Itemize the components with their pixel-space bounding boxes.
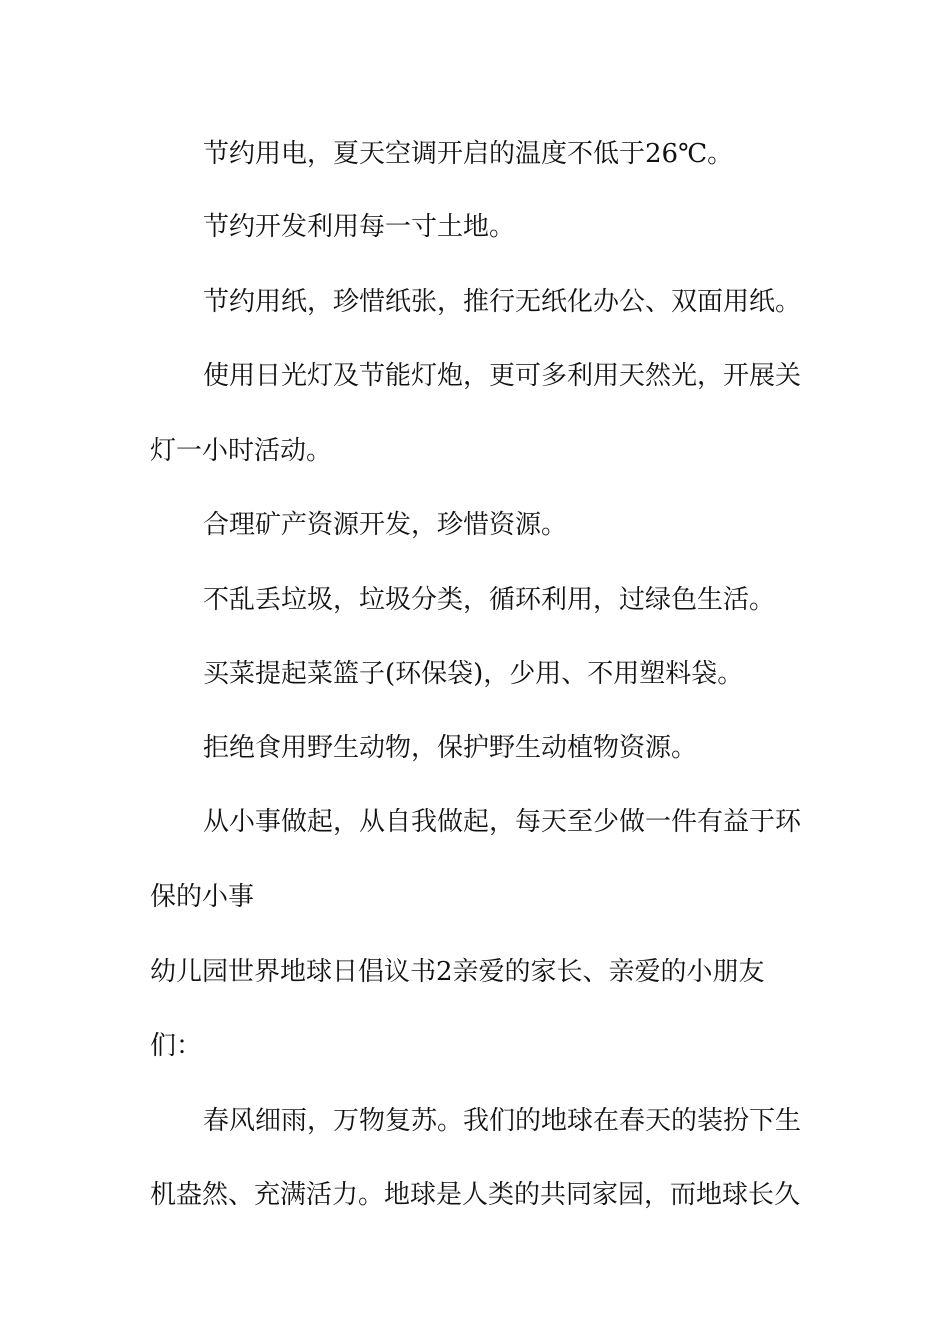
paragraph-line: 春风细雨，万物复苏。我们的地球在春天的装扮下生 — [203, 1106, 802, 1136]
paragraph-line: 使用日光灯及节能灯炮，更可多利用天然光，开展关 — [203, 361, 802, 391]
heading-line: 幼儿园世界地球日倡议书2亲爱的家长、亲爱的小朋友 — [150, 957, 765, 987]
paragraph-line: 拒绝食用野生动物，保护野生动植物资源。 — [203, 733, 698, 763]
paragraph-line: 节约开发利用每一寸土地。 — [203, 212, 516, 242]
paragraph-line: 机盎然、充满活力。地球是人类的共同家园，而地球长久 — [150, 1180, 801, 1210]
paragraph-line: 灯一小时活动。 — [150, 436, 333, 466]
paragraph-line: 们： — [150, 1031, 203, 1061]
paragraph-line: 从小事做起，从自我做起，每天至少做一件有益于环 — [203, 807, 802, 837]
paragraph-line: 节约用纸，珍惜纸张，推行无纸化办公、双面用纸。 — [203, 287, 802, 317]
paragraph-line: 买菜提起菜篮子(环保袋)，少用、不用塑料袋。 — [203, 659, 744, 689]
paragraph-line: 节约用电，夏天空调开启的温度不低于26℃。 — [203, 139, 734, 169]
paragraph-line: 不乱丢垃圾，垃圾分类，循环利用，过绿色生活。 — [203, 585, 776, 615]
paragraph-line: 保的小事 — [150, 882, 255, 912]
paragraph-line: 合理矿产资源开发，珍惜资源。 — [203, 510, 568, 540]
